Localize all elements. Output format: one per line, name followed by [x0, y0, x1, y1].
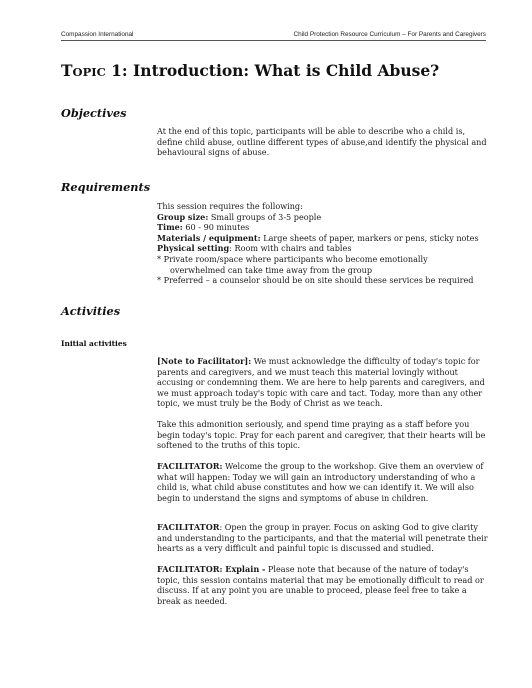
- admonition-paragraph: [157, 419, 489, 451]
- group-size-value: Small groups of 3-5 people: [208, 211, 322, 222]
- admonition-text: Take this admonition seriously, and spend time praying as a staff before you begin today's topic. Pray for each parent and caregiver, that their hearts will be softened to the truths of this topic.: [157, 419, 486, 451]
- activities-heading: Activities: [61, 304, 121, 318]
- materials-line: [157, 233, 489, 244]
- welcome-label: FACILITATOR:: [157, 461, 223, 471]
- requirements-intro: This session requires the following:: [157, 201, 303, 211]
- objectives-heading: Objectives: [61, 106, 127, 120]
- physical-setting-line: [157, 243, 489, 254]
- header-organization: Compassion International: [61, 31, 134, 38]
- objectives-paragraph: At the end of this topic, participants will be able to describe who a child is, define child abuse, outline different types of abuse,and identify the physical and behavioural signs of abuse.: [157, 126, 487, 158]
- note-private-room-continued: overwhelmed can take time away from the group: [170, 264, 373, 275]
- title-smallcaps: OPIC: [72, 65, 106, 79]
- facilitator-note-paragraph: [157, 356, 489, 409]
- note-counselor: * Preferred – a counselor should be on site should these services be required: [157, 275, 474, 286]
- welcome-text: Welcome the group to the workshop. Give them an overview of what will happen: Today we will gain an introductory understanding of who a child is, what child abuse constitutes and how we can identify it. We will also begin to understand the signs and symptoms of abuse in children.: [157, 461, 484, 503]
- time-value: 60 - 90 minutes: [182, 222, 250, 233]
- title-initial: T: [61, 61, 73, 80]
- explain-text: Please note that because of the nature of today's topic, this session contains material that may be emotionally difficult to read or discuss. If at any point you are unable to proceed, please feel free to take a break as needed.: [157, 564, 484, 606]
- physical-setting-label: Physical setting: [157, 243, 230, 254]
- initial-activities-label: Initial activities: [61, 339, 127, 348]
- prayer-label: FACILITATOR: [157, 522, 220, 532]
- explain-label: FACILITATOR: Explain -: [157, 564, 266, 574]
- time-label: Time:: [157, 222, 183, 233]
- time-line: [157, 222, 489, 233]
- group-size-line: [157, 212, 489, 223]
- materials-label: Materials / equipment:: [157, 232, 261, 243]
- facilitator-note-text: We must acknowledge the difficulty of today's topic for parents and caregivers, and we must teach this material lovingly without accusing or condemning them. We are here to help parents and caregivers, and we must approach today's topic with care and tact. Today, more than any other topic, we must truly be the Body of Christ as we teach.: [157, 356, 485, 409]
- header-curriculum-title: Child Protection Resource Curriculum – For Parents and Caregivers: [293, 31, 486, 38]
- group-size-label: Group size:: [157, 211, 209, 222]
- requirements-heading: Requirements: [61, 180, 151, 194]
- prayer-paragraph: [157, 522, 489, 554]
- objectives-text: [157, 126, 489, 158]
- page-title: [61, 61, 439, 80]
- welcome-paragraph: [157, 461, 489, 503]
- header-divider: [61, 40, 486, 41]
- materials-value: Large sheets of paper, markers or pens, sticky notes: [260, 232, 479, 243]
- note-private-room: * Private room/space where participants who become emotionally: [157, 253, 428, 264]
- explain-paragraph: [157, 564, 489, 606]
- physical-setting-value: : Room with chairs and tables: [229, 243, 352, 254]
- facilitator-note-label: [Note to Facilitator]:: [157, 356, 252, 366]
- prayer-text: : Open the group in prayer. Focus on asking God to give clarity and understanding to the participants, and that the material will penetrate their hearts as a very difficult and painful topic is discussed and studied.: [157, 522, 488, 554]
- title-rest: 1: Introduction: What is Child Abuse?: [105, 61, 440, 80]
- requirements-list: [157, 201, 489, 286]
